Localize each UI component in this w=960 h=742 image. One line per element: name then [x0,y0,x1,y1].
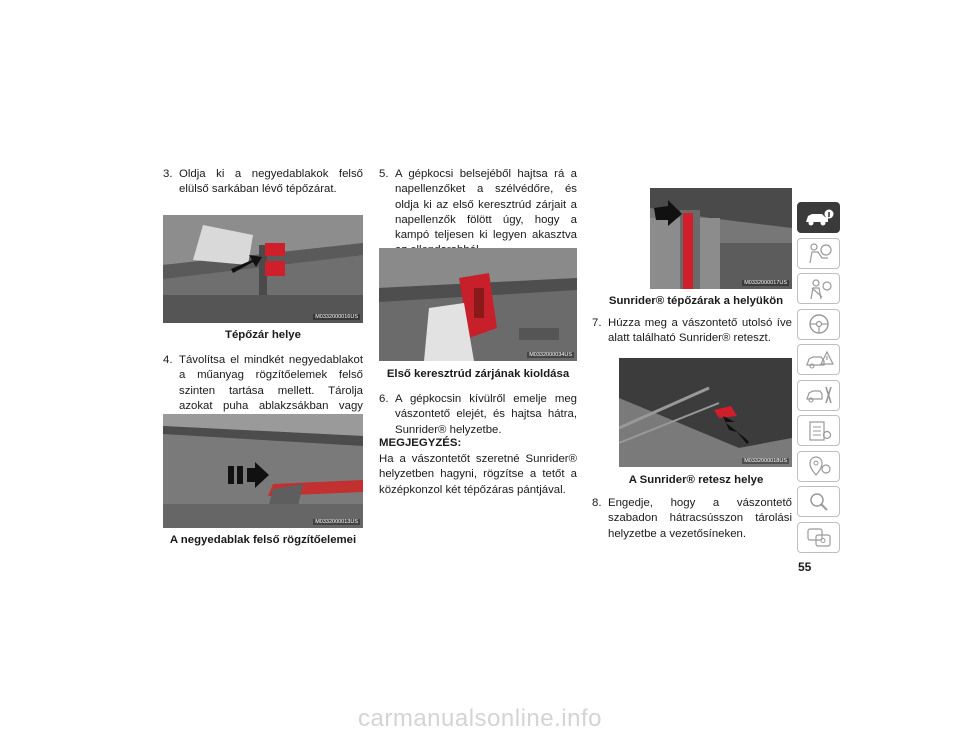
steering-wheel-icon [804,313,834,335]
figure-caption: A negyedablak felső rögzítőelemei [169,534,357,546]
tab-locations[interactable] [797,451,840,482]
step-number: 7. [592,317,602,329]
figure-code: M0332000016US [315,314,358,320]
airbag-icon [804,242,834,264]
page-number: 55 [798,560,812,574]
figure-code: M0332000018US [744,458,787,464]
step-7 [592,316,792,347]
figure-velcro-location [163,215,363,323]
step-text: A gépkocsi belsejéből hajtsa rá a napellenzőket a szélvédőre, és oldja ki az első keresztrúd zárjait a napellenzők fölött úgy, hogy a kampó teljesen ki legyen akasztva [395,168,577,242]
figure-caption: Első keresztrúd zárjának kioldása [386,368,570,380]
tab-steering[interactable] [797,309,840,340]
spec-list-icon [804,420,834,442]
figure-sunrider-latch [619,358,792,467]
step-text: Távolítsa el mindkét negyedablakot a műanyag rögzítőelemek felső szinten tartása mellett. Tárolja azokat puha ablakzsákban vagy [179,354,363,412]
step-text: Engedje, hogy a vászontető szabadon hátracsússzon tárolási helyzetbe a vezetősíneken. [608,497,792,540]
map-location-icon [804,455,834,477]
step-6 [379,392,577,438]
figure-front-crossbar-latch [379,248,577,361]
step-8 [592,496,792,542]
figure-sunrider-velcro [650,188,792,289]
tab-airbag[interactable] [797,238,840,269]
car-info-icon [804,208,834,228]
warning-car-icon [804,349,834,371]
tab-seatbelt[interactable] [797,273,840,304]
figure-code: M0332000017US [744,280,787,286]
tab-specifications[interactable] [797,415,840,446]
step-text: Húzza meg a vászontető utolsó íve alatt található Sunrider® reteszt. [608,317,792,345]
tab-car-info[interactable] [797,202,840,233]
tab-service[interactable] [797,380,840,411]
step-text: Oldja ki a negyedablakok felső elülső sarkában lévő tépőzárat. [179,168,363,196]
step-number: 4. [163,354,173,366]
step-number: 3. [163,168,173,180]
figure-quarter-window-retainers [163,414,363,528]
figure-code: M0332000013US [315,519,358,525]
search-icon [804,491,834,513]
language-icon [804,526,834,548]
footer-watermark: carmanualsonline.info [358,705,602,732]
note-title: MEGJEGYZÉS: [379,437,462,449]
step-text: A gépkocsin kívülről emelje meg vászontető elejét, és hajtsa hátra, Sunrider® helyzetbe. [395,393,577,436]
tab-search[interactable] [797,486,840,517]
figure-caption: A Sunrider® retesz helye [628,474,764,486]
figure-code: M0332000034US [529,352,572,358]
step-number: 5. [379,168,389,180]
step-number: 6. [379,393,389,405]
tab-language[interactable] [797,522,840,553]
chapter-tabs [797,202,841,557]
seatbelt-icon [804,278,834,300]
tab-warning[interactable] [797,344,840,375]
step-5 [379,167,577,259]
car-service-icon [804,384,834,406]
figure-caption: Tépőzár helye [225,329,301,341]
step-3 [163,167,363,198]
figure-caption: Sunrider® tépőzárak a helyükön [608,295,784,307]
note-text: Ha a vászontetőt szeretné Sunrider® helyzetben hagyni, rögzítse a tetőt a középkonzol két tépőzáras pántjával. [379,453,577,496]
step-number: 8. [592,497,602,509]
